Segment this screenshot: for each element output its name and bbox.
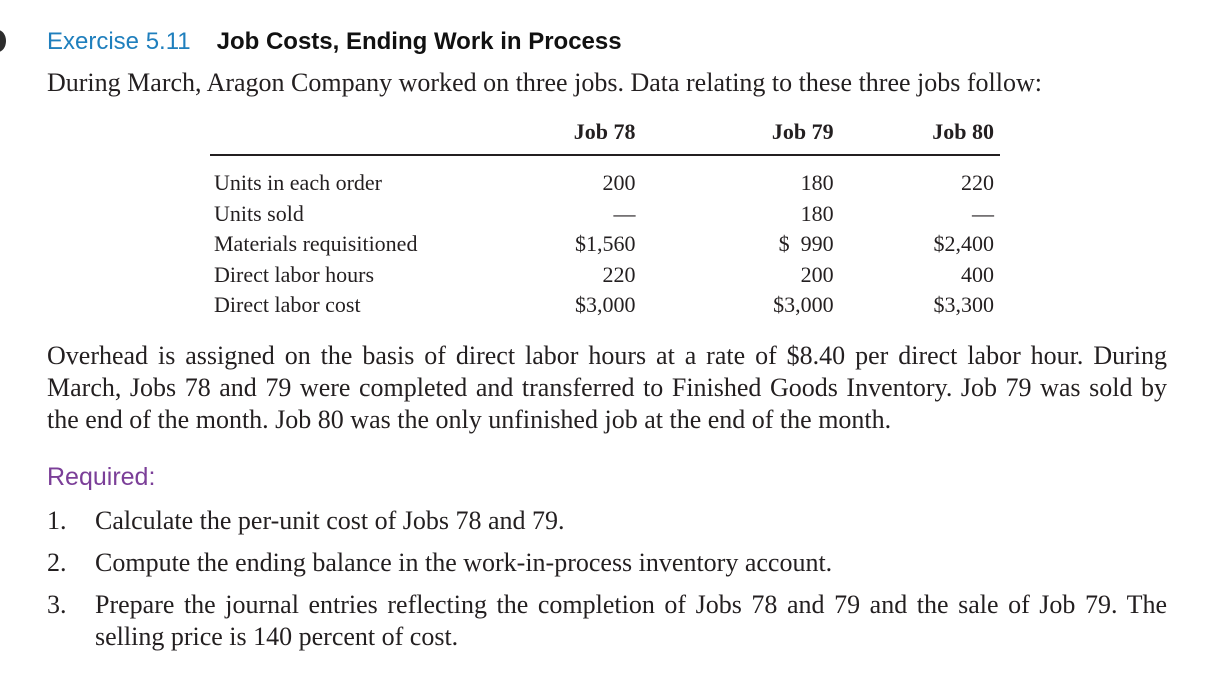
exercise-title: Job Costs, Ending Work in Process <box>216 28 622 55</box>
list-item <box>47 547 1167 579</box>
item-text: Calculate the per-unit cost of Jobs 78 and 79. <box>95 506 565 535</box>
page-edge-mark <box>0 30 6 52</box>
table-row <box>210 260 1000 291</box>
table-cell: $1,560 <box>575 231 636 257</box>
row-label: Units sold <box>214 200 304 226</box>
table-cell: 400 <box>961 261 994 287</box>
row-label: Direct labor hours <box>214 261 375 287</box>
column-header: Job 78 <box>528 118 641 155</box>
column-header: Job 79 <box>642 118 840 155</box>
table-cell: $3,300 <box>933 292 994 318</box>
required-list <box>47 505 1167 663</box>
table-cell: $3,000 <box>773 292 834 318</box>
item-number: 1. <box>47 506 67 535</box>
table-cell: $ 990 <box>778 231 834 257</box>
table-cell: $3,000 <box>575 292 636 318</box>
table-cell: — <box>613 200 636 226</box>
item-text: Prepare the journal entries reflecting the completion of Jobs 78 and 79 and the sale of Job 79. The selling price is 140 percent of cost. <box>95 590 1167 651</box>
table-row <box>210 290 1000 321</box>
exercise-header <box>47 28 622 56</box>
row-label: Units in each order <box>214 170 382 196</box>
table-cell: — <box>972 200 994 226</box>
table-cell: 200 <box>800 261 834 287</box>
table-cell: 200 <box>602 170 636 196</box>
table-cell: 180 <box>800 170 834 196</box>
table-header-row <box>210 118 1000 155</box>
required-heading: Required: <box>47 463 156 491</box>
overhead-paragraph: Overhead is assigned on the basis of direct labor hours at a rate of $8.40 per direct labor hour. During March, Jobs 78 and 79 were completed and transferred to Finished Goods Inventory. Job 79 was sold by the end of the month. Job 80 was the only unfinished job at the end of the month. <box>47 341 1167 434</box>
item-number: 2. <box>47 548 67 577</box>
intro-text: During March, Aragon Company worked on three jobs. Data relating to these three jobs follow: <box>47 68 1042 97</box>
column-header: Job 80 <box>840 118 1000 155</box>
table-cell: 220 <box>961 170 994 196</box>
table-header-blank <box>210 118 528 155</box>
item-text: Compute the ending balance in the work-in-process inventory account. <box>95 548 833 577</box>
list-item <box>47 505 1167 537</box>
exercise-number: Exercise 5.11 <box>47 28 191 55</box>
table-row <box>210 199 1000 230</box>
table-cell: 220 <box>602 261 636 287</box>
table-row <box>210 229 1000 260</box>
row-label: Materials requisitioned <box>214 231 418 257</box>
list-item <box>47 589 1167 653</box>
table-cell: $2,400 <box>933 231 994 257</box>
table-row <box>210 155 1000 199</box>
row-label: Direct labor cost <box>214 292 361 318</box>
job-data-table <box>210 118 1000 321</box>
item-number: 3. <box>47 590 67 619</box>
table-cell: 180 <box>800 200 834 226</box>
